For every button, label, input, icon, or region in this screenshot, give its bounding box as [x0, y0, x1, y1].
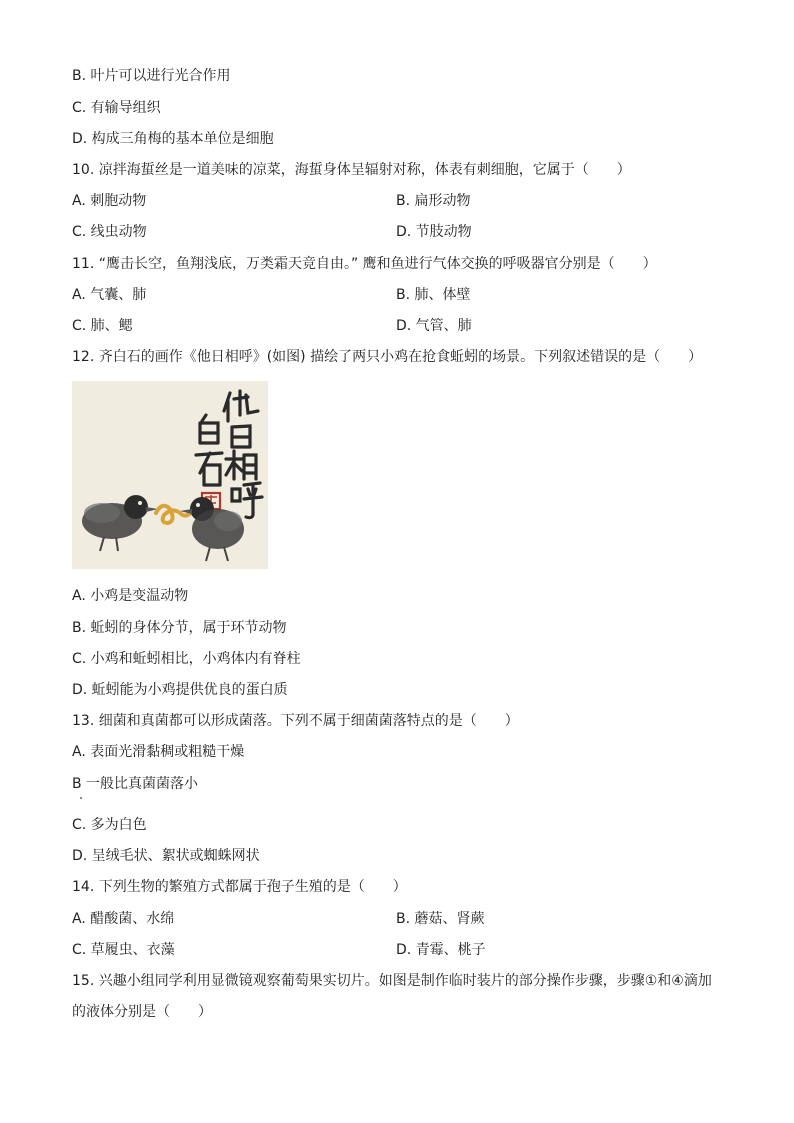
q11-option-b: B. 肺、体壁 — [396, 287, 471, 303]
q10-option-c: C. 线虫动物 — [72, 224, 147, 240]
q13-option-c: C. 多为白色 — [72, 817, 147, 833]
q10-option-b: B. 扁形动物 — [396, 193, 471, 209]
q15-stem-line1: 15. 兴趣小组同学利用显微镜观察葡萄果实切片。如图是制作临时装片的部分操作步骤，步骤①和④滴加 — [72, 973, 712, 989]
q12-stem: 12. 齐白石的画作《他日相呼》(如图) 描绘了两只小鸡在抢食蚯蚓的场景。下列叙述错误的是（ ） — [72, 349, 703, 365]
q13-option-d: D. 呈绒毛状、絮状或蜘蛛网状 — [72, 848, 260, 864]
q11-stem: 11. “鹰击长空，鱼翔浅底，万类霜天竞自由。” 鹰和鱼进行气体交换的呼吸器官分别是（ ） — [72, 256, 657, 272]
q10-option-d: D. 节肢动物 — [396, 224, 472, 240]
q11-option-d: D. 气管、肺 — [396, 318, 472, 334]
q14-option-d: D. 青霉、桃子 — [396, 942, 486, 958]
q12-option-b: B. 蚯蚓的身体分节，属于环节动物 — [72, 620, 287, 636]
q13-option-a: A. 表面光滑黏稠或粗糙干燥 — [72, 744, 245, 760]
q11-option-c: C. 肺、鳃 — [72, 318, 133, 334]
q9-option-d: D. 构成三角梅的基本单位是细胞 — [72, 131, 274, 147]
q9-option-b: B. 叶片可以进行光合作用 — [72, 68, 231, 84]
chicks-painting-svg — [72, 381, 268, 569]
painting-image — [72, 381, 268, 569]
q12-option-a: A. 小鸡是变温动物 — [72, 588, 189, 604]
q12-option-c: C. 小鸡和蚯蚓相比，小鸡体内有脊柱 — [72, 651, 301, 667]
q14-option-c: C. 草履虫、衣藻 — [72, 942, 175, 958]
q13-option-b: B 一般比真菌菌落小 — [72, 776, 199, 792]
q9-option-c: C. 有输导组织 — [72, 100, 161, 116]
stray-dot — [80, 797, 82, 799]
q14-option-a: A. 醋酸菌、水绵 — [72, 911, 175, 927]
q14-stem: 14. 下列生物的繁殖方式都属于孢子生殖的是（ ） — [72, 879, 407, 895]
q11-option-a: A. 气囊、肺 — [72, 287, 147, 303]
q13-stem: 13. 细菌和真菌都可以形成菌落。下列不属于细菌菌落特点的是（ ） — [72, 713, 519, 729]
q15-stem-line2: 的液体分别是（ ） — [72, 1004, 212, 1020]
q10-stem: 10. 凉拌海蜇丝是一道美味的凉菜，海蜇身体呈辐射对称，体表有刺细胞，它属于（ ） — [72, 162, 631, 178]
q14-option-b: B. 蘑菇、肾蕨 — [396, 911, 485, 927]
q12-option-d: D. 蚯蚓能为小鸡提供优良的蛋白质 — [72, 682, 288, 698]
q10-option-a: A. 刺胞动物 — [72, 193, 147, 209]
